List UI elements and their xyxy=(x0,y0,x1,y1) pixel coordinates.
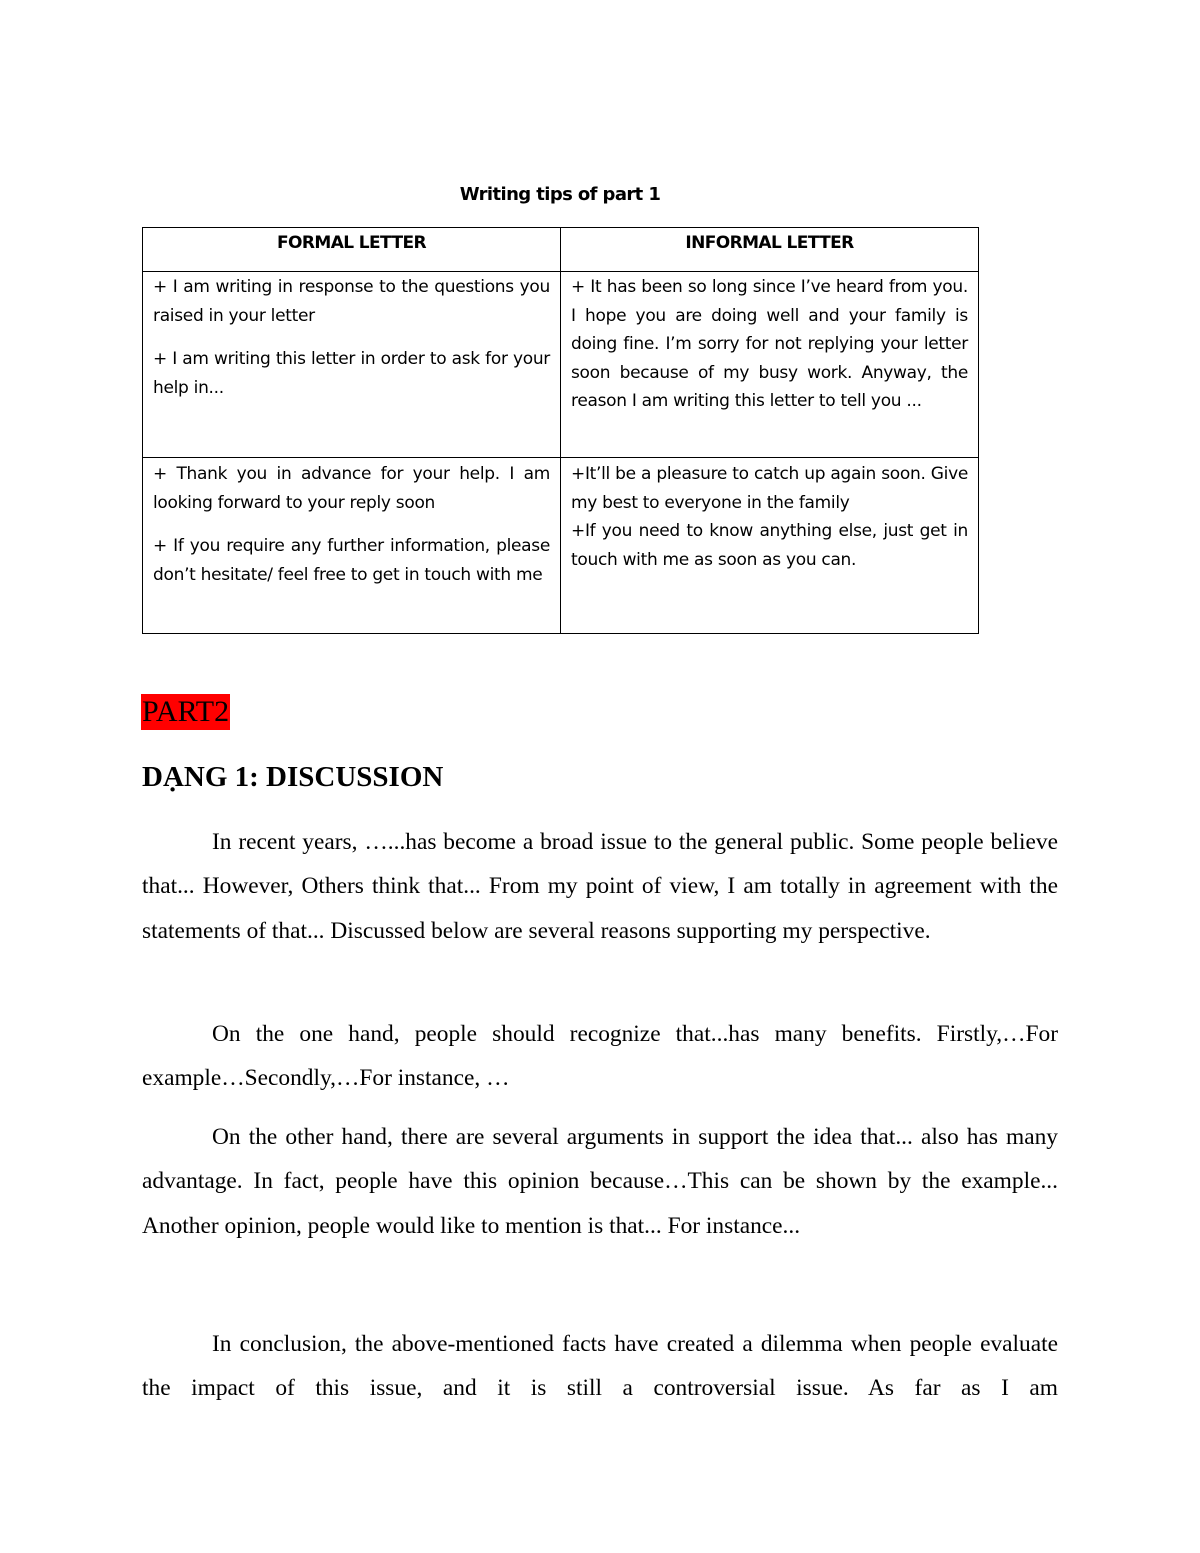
section-heading: DẠNG 1: DISCUSSION xyxy=(142,761,444,793)
table-row xyxy=(143,458,979,634)
informal-closing-tip-2: +If you need to know anything else, just get in touch with me as soon as you can. xyxy=(571,521,968,570)
header-formal-letter: FORMAL LETTER xyxy=(143,228,561,272)
essay-paragraph-intro: In recent years, …...has become a broad issue to the general public. Some people believe that... However, Others think that... From my point of view, I am totally in agreement with the statements of that... Discussed below are several reasons supporting my perspective. xyxy=(142,829,1058,944)
essay-paragraph-body-1: On the one hand, people should recognize that...has many benefits. Firstly,…For example…Secondly,…For instance, … xyxy=(142,1021,1058,1092)
header-informal-letter: INFORMAL LETTER xyxy=(561,228,979,272)
formal-opening-tip-1: + I am writing in response to the questions you raised in your letter xyxy=(153,277,550,326)
informal-opening-cell xyxy=(561,272,979,458)
formal-opening-cell xyxy=(143,272,561,458)
table-title: Writing tips of part 1 xyxy=(459,184,661,205)
informal-closing-tip-1: +It’ll be a pleasure to catch up again soon. Give my best to everyone in the family xyxy=(571,464,968,513)
essay-paragraph-body-2: On the other hand, there are several arguments in support the idea that... also has many advantage. In fact, people have this opinion because…This can be shown by the example... Another opinion, people would like to mention is that... For instance... xyxy=(142,1124,1058,1239)
formal-closing-cell xyxy=(143,458,561,634)
table-header-row xyxy=(143,228,979,272)
formal-opening-tip-2: + I am writing this letter in order to ask for your help in... xyxy=(153,349,550,398)
formal-closing-tip-1: + Thank you in advance for your help. I am looking forward to your reply soon xyxy=(153,464,550,513)
writing-tips-table xyxy=(142,227,979,634)
informal-opening-tip-1: + It has been so long since I’ve heard from you. I hope you are doing well and your family is doing fine. I’m sorry for not replying your letter soon because of my busy work. Anyway, the reason I am writing this letter to tell you ... xyxy=(571,277,968,411)
formal-closing-tip-2: + If you require any further information, please don’t hesitate/ feel free to get in touch with me xyxy=(153,536,550,585)
table-row xyxy=(143,272,979,458)
part-label: PART2 xyxy=(142,695,230,728)
essay-paragraph-conclusion: In conclusion, the above-mentioned facts have created a dilemma when people evaluate the impact of this issue, and it is still a controversial issue. As far as I am xyxy=(142,1331,1058,1402)
informal-closing-cell xyxy=(561,458,979,634)
